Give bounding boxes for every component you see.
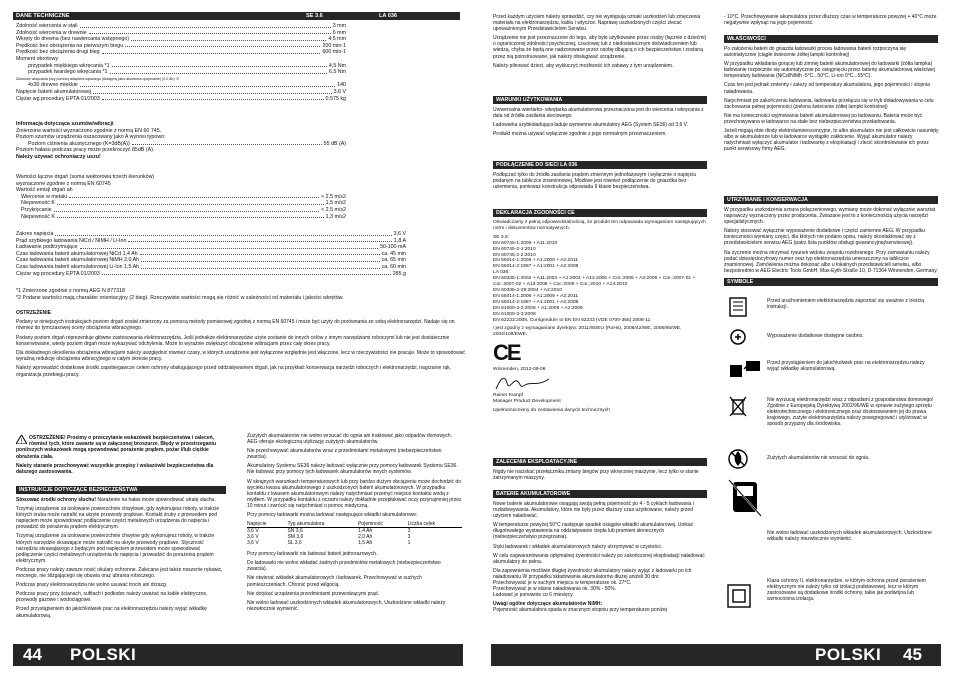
damaged-battery-icon <box>727 478 763 518</box>
spec-label: Prędkość bez obciążenia drugi bieg <box>16 49 100 56</box>
right-col1-top: Przed każdym użyciem należy sprawdzić, czy nie występują oznaki uszkodzeń lub zmęczenia materiału na elektronarzędziu, kablu i wtyczce. Naprawę uszkodzonych części zlecać upoważnionym Przedstawicielom Serwisu. Urządzenie nie jest przeznaczone do tego, aby było użytkowane przez osoby (łącznie z dziećmi) o ograniczonej zdolności psychicznej, czuciowej lub z niedostatecznym doświadczeniem lub wiedzą, chyba że będą one nadzorowane przez osobę dbającą o ich bezpieczeństwo i zostaną przez nią poinstruowane, jak należy obsługiwać urządzenie. Należy pilnować dzieci, aby wykluczyć możliwość ich zabawy z tym urządzeniem. <box>493 14 707 69</box>
spec-value: ca. 45 min <box>381 250 406 257</box>
ce-norm: EN 55014-1:2006 + A1:2009 + A2:2011 <box>493 293 579 299</box>
spec-label: Ładowanie podtrzymujące <box>16 244 78 251</box>
spec-label: Niepewność K <box>21 200 55 207</box>
ce-norm: EN 60335-2-29:2004 + A2:2010 <box>493 287 562 293</box>
vib-spec-row <box>21 207 346 214</box>
table-cell: SM 3,6 <box>287 534 304 541</box>
spec-label: przypadek miękkiego wkręcania *1 <box>28 62 110 69</box>
spec-label: Napięcie baterii akumulatorowej <box>16 88 92 95</box>
charger-spec-row <box>16 238 406 245</box>
accessory-icon <box>727 326 749 348</box>
warunki-section: Uniwersalna wiertarko- wkrętarka akumulatorowa przeznaczona jest do wiercenia i wkręcania z dala od źródła zasilania sieciowego. Ładowarka szybkoładująca ładuje wymienne akumulatory AEG (System SE36) od 3,6 V. Produkt można używać wyłącznie zgodnie z jego normalnym przeznaczeniem. <box>493 107 704 138</box>
table-cell: SL 3,6 <box>287 540 302 547</box>
table-header: Typ akumulatora <box>287 521 358 528</box>
table-cell: 3,6 V <box>247 534 259 541</box>
symbol-text-remove-battery: Przed przystąpieniem do jakichkolwiek prac na elektronarzędziu należy wyjąć wkładkę akumulatorową. <box>767 360 925 373</box>
page-footer-right: POLSKI 45 <box>491 644 941 666</box>
table-header: Napięcie <box>247 521 287 528</box>
right-page <box>477 0 954 677</box>
charger-spec-row <box>16 231 406 238</box>
no-fire-icon <box>727 448 749 470</box>
table-cell: 1,4 Ah <box>358 528 373 535</box>
wlasciwosci-section: Po założeniu baterii do gniazda ładowarki proces ładowania baterii rozpoczyna się automatycznie (ciągłe świecenie żółtej lampki kontrolnej) W przypadku wkładania gorącej lub zimnej baterii akumulatorowej do ładowarki (żółta lampka) ładowanie rozpocznie się automatycznie po osiągnięciu przez baterię akumulatorową właściwej temperatury ładowania (NiCd/NiMh -5°C...50°C, Li-ion 0°C...55°C). Czas ten jest jednak zmienny i zależy od temperatury akumulatora, jego pojemności i stopnia naładowania. Natychmiast po zakończeniu ładowania, ładowarka przełącza się w tryb doładowywania w celu zachowania pełnej pojemności (zielona świecenie żółtej lampki kontrolnej) Nie ma konieczności wyjmowania baterii akumulatorowej po ładowaniu. Bateria może być przechowywana w ładowarce na stałe bez niebezpieczeństwa przeładowania. Jeżeli migają obie diody elektroluminescencyjne, to albo akumulator nie jest całkowicie nasunięty albo w akumulatorze lub w ładowarce wystąpiło zakłócenie. Wyjąć akumulator należy natychmiast wyłączyć akumulator i ładowarkę z eksploatacji i zlecić skontrolowanie ich przez punkt serwisowy firmy AEG. <box>724 46 939 153</box>
spec-row <box>16 23 346 30</box>
ce-header: DEKLARACJA ZGODNOŚCI CE <box>493 209 707 217</box>
ce-norm: EN 61000-3-3:2008 <box>493 311 536 317</box>
weee-bin-icon <box>727 395 749 417</box>
right-col2-top: - 10°C. Przechowywanie akumulatora przez dłuższy czas w temperaturze powyżej + 40°C może negatywnie wpłynąć na jego pojemność. <box>724 14 937 27</box>
siec-header: PODŁĄCZENIE DO SIECI LA 036 <box>493 161 707 169</box>
symbol-text-no-fire: Zużytych akumulatorów nie wrzucać do ognia. <box>767 455 870 461</box>
table-cell: 3,6 V <box>247 528 259 535</box>
table-cell: 2,0 Ah <box>358 534 373 541</box>
ce-norm: EN 61000-3-2:2006 + A1:2009 + A2:2009 <box>493 305 583 311</box>
spec-label: Prędkość bez obciążenia na pierwszym biegu <box>16 42 124 49</box>
ce-mark: CE <box>493 340 520 366</box>
ce-norm: EN 55014-2:1997 + A1:2001 + A2:2008 <box>493 264 579 270</box>
spec-label: Ciężar wg procedury EPTA 01/2003 <box>16 270 100 277</box>
ce-norm: EN 60335-1:2002 + A11:2004 + A1:2004 + A12:2006 + Cor.:2006 + A2:2006 + Cor.:2007-01 + Cor.:2007-02 + A13:2008 + Cor.:2009 + Cor.:2010 + A14:2010 <box>493 276 696 288</box>
spec-value: 6,5 Nm <box>328 69 346 76</box>
spec-value: 0,575 kg <box>325 95 346 102</box>
ce-section: Oświadczamy z pełną odpowiedzialnością, że produkt ten odpowiada wymaganiom następujących norm i dokumentów normatywnych: SE 3.6: EN 60745-1:2009 + A11:2010 EN 60745-2-1:2010 EN 60745-2-2:2010 EN 55014-1:2006 + A1:2009 + A2:2011 EN 55014-2:1997 + A1:2001 + A2:2008 LA 036: EN 60335-1:2002 + A11:2004 + A1:2004 + A12:2006 + Cor.:2006 + A2:2006 + Cor.:2007-01 + Cor.:2007-02 + A13:2008 + Cor.:2009 + Cor.:2010 + A14:2010 EN 60335-2-29:2004 + A2:2010 EN 55014-1:2006 + A1:2009 + A2:2011 EN 55014-2:1997 + A1:2001 + A2:2008 EN 61000-3-2:2006 + A1:2009 + A2:2009 EN 61000-3-3:2008 EN 62233:2008, Corrigendum to EN EN 62233 (VDE 0700-366):2008-11 i jest zgodny z wymaganiami dyrektyw: 2011/65/EU (RoHs), 2006/42/WE, 2006/95/WE, 2004/108/EWE. CE Winnenden, 2012-09-06 Rainer Kumpf Manager Product Development Upełnomocniony do zestawienia danych technicznych <box>493 220 708 414</box>
ostrzezenie-section: OSTRZEŻENIE Podany w niniejszych instrukcjach poziom drgań został zmierzony za pomocą metody pomiarowej zgodnej z normą EN 60745 i może być użyty do porównania ze sobą elektronarzędzi. Nadaje się on również do tymczasowej oceny obciążenia wibracyjnego. Podany poziom drgań reprezentuje główne zastosowania elektronarzędzia. Jeśli jednakże elektronarzędzie użyte zostanie do innych celów z innym narzędziami roboczymi lub nie jest dostatecznie konserwowane, wtedy poziom drgań może wykazywać odchylenia. Może to wyraźnie zwiększyć obciążenie wibracjami przez cały okres pracy. Dla dokładnego określenia obciążenia wibracjami należy uwzględnić również czasy, w których urządzenie jest wyłączone względnie jest włączone, lecz w rzeczywistości nie pracuje. Może to spowodować wyraźną redukcję obciążenia wibracyjnego w całym okresie pracy. Należy wprowadzić dodatkowe środki zapobiegawcze celem ochrony obsługującego przed oddziaływaniem drgań, jak na przykład: konserwacja narzędzi roboczych i elektronarzędzi, nagrzanie rąk, organizacja przebiegu pracy. <box>16 310 466 378</box>
spec-value: 1,8 A <box>393 237 406 244</box>
ce-norm: EN 62233:2008, Corrigendum to EN EN 62233 (VDE 0700-366):2008-11 <box>493 317 651 323</box>
ce-norm: EN 60745-2-1:2010 <box>493 246 536 252</box>
spec-value: 1,3 m/s2 <box>325 213 346 220</box>
spec-label: Niepewność K <box>21 213 55 220</box>
spec-value: 4,5 Nm <box>328 62 346 69</box>
spec-value: 6 mm <box>332 29 346 36</box>
spec-label: Prąd szybkiego ładowania NiCd / NIMH / Li-Ion <box>16 237 127 244</box>
utrzymanie-header: UTRZYMANIE I KONSERWACJA <box>724 196 938 204</box>
spec-label: Wiercenie w metalu <box>21 193 68 200</box>
vib-spec-row <box>21 214 346 221</box>
warning-block: ! OSTRZEŻENIE! Prosimy o przeczytanie wskazówek bezpieczeństwa i zaleceń, również tych, które zawarte są w załączonej broszurze. Błędy w przestrzeganiu poniższych wskazówek mogą spowodować porażenie prądem, pożar i/lub ciężkie obrażenia ciała. Należy staranie przechowywać wszystkie przepisy i wskazówki bezpieczeństwa dla dalszego zastosowania. <box>16 435 216 476</box>
warning-triangle-icon <box>16 435 27 444</box>
spec-row <box>16 69 346 76</box>
spec-row <box>16 36 346 43</box>
warunki-header: WARUNKI UŻYTKOWANIA <box>493 96 707 104</box>
utrzymanie-section: W przypadku uszkodzenia sznura połączeniowego, wymiany może dokonać wyłącznie warsztat naprawczy wyznaczony przez producenta. Zwiazane jest to z koniecznością użycia narzędzi specjalistycznych. Należy stosować wyłącznie wyposażenie dodatkowe i części zamienne AEG. W przypadku konieczności wymiany części, dla których nie podano opisu, należy skontaktować się z przedstawicielem serwisu AEG (patrz lista punktów obsługi gwarancyjnej/serwisowej). Na życzenie można otrzymać rysunek widoku zespołu rozebranego. Przy zamawianiu należy podać dziesięciocyfrowy numer oraz typ elektronarzędzia umieszczony na tabliczce znamionowej. Zamówienia można dokonać albo u lokalnych przedstawicieli serwisu, albo bezpośrednio w AEG Electric Tools GmbH, Max-Eyth-Straße 10, D-71364 Winnenden, Germany. <box>724 207 938 274</box>
baterie-header: BATERIE AKUMULATOROWE <box>493 490 707 498</box>
spec-row <box>16 49 346 56</box>
spec-row <box>16 63 346 70</box>
charger-spec-row <box>16 257 406 264</box>
remove-battery-icon <box>727 358 763 380</box>
spec-label: Przykręcanie <box>21 206 52 213</box>
spec-value: 600 min-1 <box>322 49 346 56</box>
symbol-text-weee: Nie wyrzucaj elektronarzędzi wraz z odpadami z gospodarstwa domowego! Zgodnie z Europejską Dyrektywą 2002/96/WE w sprawie zużytego sprzętu elektrotechnicznego i elektronicznego oraz dostosowaniem jej do prawa krajowego, zużyte elektronarzędzia należy posegregować i utylizować w sposób przyjazny dla środowiska. <box>767 397 934 428</box>
ce-norm: EN 55014-1:2006 + A1:2009 + A2:2011 <box>493 258 579 264</box>
vib-spec-row <box>21 200 346 207</box>
spec-value: < 2,5 m/s2 <box>321 206 346 213</box>
table-header: Liczba celek <box>408 521 462 528</box>
battery-notes: Zużytych akumulatorów nie wolno wrzucać do ognia ani traktować jako odpadów domowych. AEG oferuje ekologiczną utylizację zużytych akumulatorów. Nie przechowywać akumulatorów wraz z przedmiotami metalowymi (niebezpieczeństwo zwarcia). Akumulatory Systemu SE36 należy ładować wyłącznie przy pomocy ładowarek Systemu SE36. Nie ładować przy pomocy tych ładowarek akumulatorów innych systemów. W skrajnych warunkach temperaturowych lub przy bardzo dużym obciążeniu może dochodzić do wycieku kwasu akumulatorowego z uszkodzonych baterii akumulatorowych. W przypadku kontaktu z kwasem akumulatorowym należy natychmiast przemyć miejsce kontaktu wodą z mydłem. W przypadku kontaktu z oczami należy dokładnie przepłukiwać oczy przynajmniej przez 10 minut i zwrócić się natychmiast o pomoc medyczną. Przy pomocy ładowarki można ładować następujące wkładki akumulatorowe: Napięcie Typ akumulatora Pojemność Liczba celek 3,6 V SN 3,6 1,4 Ah 3 3,6 V SM 3,6 2,0 Ah 3 3,6 V SL 3,6 1,5 Ah 1 Przy pomocy ładowarki nie ładować baterii jednorazowych. Do ładowarki nie wolno wkładać żadnych przedmiotów metalowych (niebezpieczeństwo zwarcia). Nie otwierać wkładek akumulatorowych i ładowarek. Przechowywać w suchych pomieszczeniach. Chronić przed wilgocią. Nie dotykać urządzenia przedmiotami przewodzącymi prąd. Nie wolno ładować uszkodzonych wkładek akumulatorowych. Uszkodzone wkładki należy niezwłocznie wymienić. <box>247 433 462 612</box>
spec-value: 1,5 m/s2 <box>325 200 346 207</box>
spec-label: Moment obrotowy <box>16 55 59 62</box>
table-cell: 3 <box>407 528 411 535</box>
battery-table <box>247 521 462 546</box>
symbol-text-damaged-battery: Nie wolno ładować uszkodzonych wkładek akumulatorowych. Uszkodzone wkładki należy niezwłocznie wymienić. <box>767 530 932 543</box>
spec-label: Zdolność wkręcania przy pomocy adaptera kątowego (dostępny jako akcesoria opcjonalne) (2,0 Ah) *2 <box>16 76 180 81</box>
ce-norm: EN 60745-2-2:2010 <box>493 252 536 258</box>
spec-label: przypadek twardego wkręcania *1 <box>28 69 108 76</box>
charger-spec-row <box>16 264 406 271</box>
spec-row <box>16 82 346 89</box>
svg-text:!: ! <box>20 438 23 444</box>
spec-row <box>16 96 346 103</box>
tech-specs <box>16 23 346 102</box>
spec-value: 285 g <box>392 270 406 277</box>
vib-spec-row <box>21 194 346 201</box>
zalecenia-header: ZALECENIA EKSPLOATACYJNE <box>493 458 707 466</box>
symbol-text-accessory: Wyposażenie dodatkowe dostępne osobno. <box>767 333 864 339</box>
table-header: Pojemność <box>358 521 408 528</box>
spec-value: ca. 60 min <box>381 263 406 270</box>
ce-norm: EN 55014-2:1997 + A1:2001 + A2:2008 <box>493 299 579 305</box>
spec-label: Zdolność wiercenia w stali <box>16 23 78 29</box>
spec-label: Wkręty do drewna (bez nawiercania wstępnego) <box>16 36 130 43</box>
footnotes: *1 Zmierzone zgodnie z normą AEG N 877318 *2 Podane wartości mają charakter orientacyjny (2 bieg). Rzeczywiste wartości mogą się różnić w zależności od materiału i jakości wkrętów. <box>16 288 344 301</box>
tech-data-header: DANE TECHNICZNE SE 3.6 LA 036 <box>13 12 460 20</box>
spec-value: 3 mm <box>332 23 346 29</box>
wlasciwosci-header: WŁAŚCIWOŚCI <box>724 35 938 43</box>
spec-row <box>16 56 346 63</box>
ce-norm: LA 036: <box>493 270 510 276</box>
spec-label: 4x30 drewno miękkie <box>28 82 78 89</box>
manual-book-icon <box>727 296 749 318</box>
spec-value: 50-100 mA <box>380 244 406 251</box>
symbol-text-manual: Przed uruchomieniem elektronarzędzia zapoznać się uważnie z treścią instrukcji. <box>767 298 925 311</box>
table-cell: 1,5 Ah <box>358 540 373 547</box>
spec-row <box>16 43 346 50</box>
table-cell: SN 3,6 <box>287 528 303 535</box>
spec-value: 4,5 mm <box>328 36 346 43</box>
spec-label: Czas ładowania baterii akumulatorowej NiMH 2,0 Ah <box>16 257 140 264</box>
spec-row <box>16 89 346 96</box>
spec-value: 140 <box>337 82 346 89</box>
noise-section: Informacja dotycząca szumów/wibracji Zmierzone wartości wyznaczono zgodnie z normą EN 60 745. Poziom szumów urządzenia oszacowany jako A wynosi typowo: Poziom ciśnienia akustycznego (K=3dB(A)) 55 dB (A) Poziom hałasu podczas pracy może przekroczyć 85dB (A). Należy używać ochroniaczy uszu! <box>16 121 346 160</box>
zalecenia-section: Nigdy nie naciskać przełącznika zmiany biegów przy wkręconej maszynie, lecz tylko w stanie zatrzymanym maszyny. <box>493 469 699 482</box>
spec-value: 3,6 V <box>333 88 346 95</box>
signature <box>493 373 708 393</box>
charger-specs <box>16 231 406 277</box>
charger-spec-row <box>16 271 406 278</box>
spec-label: Zdolność wiercenia w drewnie <box>16 29 87 36</box>
safety-section: Stosować środki ochrony słuchu! Narażenie na hałas może spowodować utratę słuchu. Trzymaj urządzenie za izolowane powierzchnie chwytowe, gdy wykonujesz roboty, w trakcie których śruba może natrafić na ukryte przewody prądowe. Kontakt śruby z przewodem pod napięciem może spowodować podłączenie części metalowych urządzenia do napięcia i prowadzić do porażenia prądem elektrycznym. Trzymaj urządzenie za izolowane powierzchnie chwytne gdy wykonujesz roboty, w trakcie których narzędzie skrawające może natrafić na ukryte przewody prądowe. Styczność narzędzia skrawającego z będącym pod napięciem przewodem może spowodować podłączenie części metalowych urządzenia do napięcia i prowadzić do porażenia prądem elektrycznym. Podczas pracy należy zawsze nosić okulary ochronne. Zalecane jest także noszenie rękawic, mocnego, nie śliżgającego się obuwia oraz ubrania roboczego. Podczas pracy elektronarzędzia nie wolno usuwać trocin ani drzazg. Podczas pracy przy ścianach, sufitach i podłodze należy uważać na kable elektryczne, przewody gazowe i wodociągowe. Przed przystąpieniem do jakichkolwiek prac na elektronarzędziu należy wyjąć wkładkę akumulatorową. <box>16 497 223 619</box>
spec-value: 200 min-1 <box>322 42 346 49</box>
safety-header: INSTRUKCJE DOTYCZĄCE BEZPIECZEŃSTWA <box>16 486 226 494</box>
ce-norm: SE 3.6: <box>493 234 510 240</box>
spec-row <box>16 76 346 83</box>
ce-norm: EN 60745-1:2009 + A11:2010 <box>493 240 558 246</box>
class-ii-icon <box>727 584 751 608</box>
spec-value: < 2,5 m/s2 <box>321 193 346 200</box>
table-row <box>247 540 462 546</box>
table-cell: 3 <box>407 534 411 541</box>
spec-value: ca. 65 min <box>381 257 406 264</box>
spec-label: Czas ładowania baterii akumulatorowej Li-Ion 1,5 Ah <box>16 263 140 270</box>
table-cell: 3,6 V <box>247 540 259 547</box>
spec-label: Ciężar wg procedury EPTA 01/2003 <box>16 95 100 102</box>
spec-label: Czas ładowania baterii akumulatorowej NiCd 1,4 Ah <box>16 250 138 257</box>
vibration-section: Wartości łączne drgań (suma wektorowa trzech kierunków) wyznaczone zgodnie z normą EN 60745 Wartość emisji drgań ah Wiercenie w metalu < 2,5 m/s2 Niepewność K 1,5 m/s2 Przykręcanie < 2,5 m/s2 Niepewność K 1,3 m/s2 <box>16 174 346 220</box>
spec-label: Zakres napięcia <box>16 231 54 237</box>
page-footer-left: 44 POLSKI <box>13 644 463 666</box>
spec-row <box>16 30 346 37</box>
symbole-header: SYMBOLE <box>724 278 938 286</box>
table-cell: 1 <box>407 540 411 547</box>
baterie-section: Nowe baterie akumulatorowe osiągają swoją pełną pojemność po 4 - 5 cyklach ładowania i rozładowywania. Akumulatory, które nie były przez dłuższy czas użytkowane, należy przed użyciem naładować. W temperaturze powyżej 50°C następuje spadek osiągów wkładki akumulatorowej. Unikać długotrwałego wystawienia na oddziaływanie ciepła lub promieni słonecznych (niebezpieczeństwo przegrzania). Styki ładowarek i wkładek akumulatorowych należy utrzymywać w czystości. W celu zagwarantowania optymalnej żywotności należy po zakończonej eksploatacji naładować akumulatory do pełna. Dla zapewnienia możliwie długiej żywotności akumulatory należy wyjąć z ładowarki po ich naładowaniu W przypadku składowania akumulatorów dłużej aniżeli 30 dni: Przechowywać je w suchym miejscu w temperaturze ok. 27°C. Przechowywać je w stanie naładowania ok. 30% - 50%. Ładować je ponownie co 6 miesięcy. Uwagi ogólne dotyczące akumulatorów NiMH: Pojemność akumulatora spada w znacznym stopniu przy temperaturze poniżej <box>493 501 705 614</box>
spec-value: 3,6 V <box>393 231 406 237</box>
siec-section: Podłączać tylko do źródła zasilania prądem zmiennym jednofazowym i wyłącznie o napięciu podanym na tabliczce znamionowej. Możliwe jest również podłączenie do gniazdka bez uziemienia, ponieważ konstrukcja odpowiada II klasie bezpieczeństwa. <box>493 172 697 191</box>
symbol-text-class-ii: Klasa ochrony II, elektronarzędzie, w którym ochrona przed porażeniem elektrycznym nie zależy tylko od izolacji podstawowej, lecz w którym zastosowane są dodatkowe środki ochrony, takie jak podwójna lub wzmocniona izolacja. <box>767 578 926 603</box>
charger-spec-row <box>16 251 406 258</box>
charger-spec-row <box>16 244 406 251</box>
